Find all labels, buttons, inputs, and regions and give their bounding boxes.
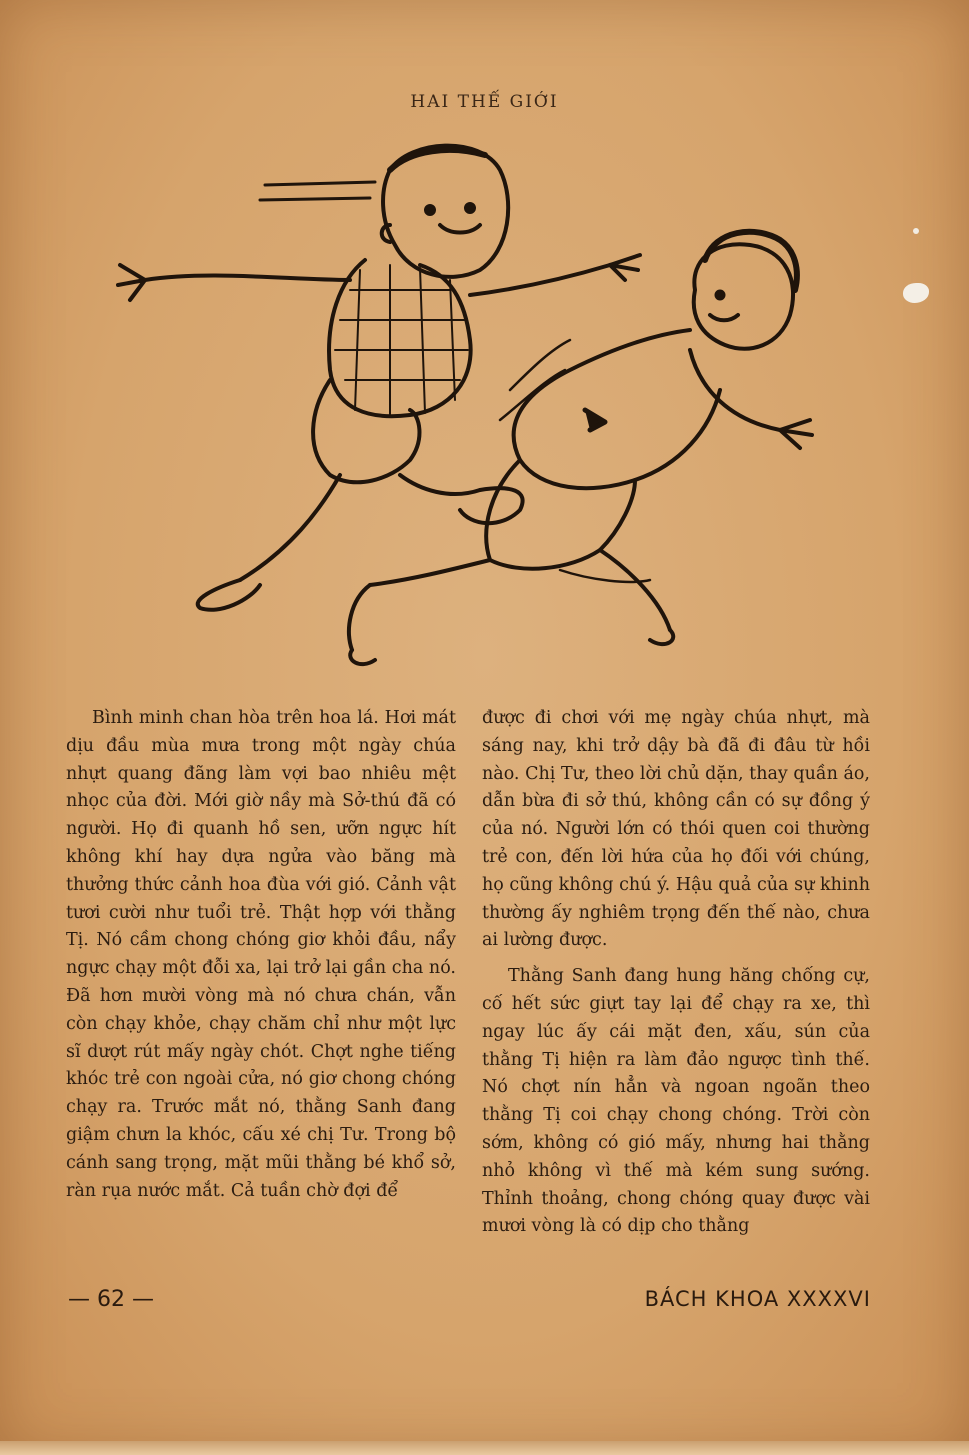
article-right-column — [482, 705, 870, 1241]
paragraph: được đi chơi với mẹ ngày chúa nhựt, mà sáng nay, khi trở dậy bà đã đi đâu từ hồi nào. Chị Tư, theo lời chủ dặn, thay quần áo, dẫn bừa đi sở thú, không cần có sự đồng ý của nó. Người lớn có thói quen coi thường trẻ con, đến lời hứa của họ đối với chúng, họ cũng không chú ý. Hậu quả của sự khinh thường ấy nghiêm trọng đến thế nào, chưa ai lường được. — [482, 708, 870, 951]
chapter-title: HAI THẾ GIỚI — [410, 92, 559, 112]
paragraph: Bình minh chan hòa trên hoa lá. Hơi mát dịu đầu mùa mưa trong một ngày chúa nhựt quang đãng làm vợi bao nhiêu mệt nhọc của đời. Mới giờ nầy mà Sở-thú đã có người. Họ đi quanh hồ sen, ưỡn ngực hít không khí hay dựa ngửa vào băng mà thưởng thức cảnh hoa đùa với gió. Cảnh vật tươi cười như tuổi trẻ. Thật hợp với thằng Tị. Nó cầm chong chóng giơ khỏi đầu, nẩy ngực chạy một đỗi xa, lại trở lại gần cha nó. Đã hơn mười vòng mà nó chưa chán, vẫn còn chạy khỏe, chạy chăm chỉ như một lực sĩ dượt rút mấy ngày chót. Chợt nghe tiếng khóc trẻ con ngoài cửa, nó giơ chong chóng chạy ra. Trước mắt nó, thằng Sanh đang giậm chưn la khóc, cấu xé chị Tư. Trong bộ cánh sang trọng, mặt mũi thằng bé khổ sở, ràn rụa nước mắt. Cả tuần chờ đợi để — [66, 708, 456, 1201]
paragraph: Thằng Sanh đang hung hăng chống cự, cố hết sức giựt tay lại để chạy ra xe, thì ngay lúc ấy cái mặt đen, xấu, sún của thằng Tị hiện ra làm đảo ngược tình thế. Nó chợt nín hẳn và ngoan ngoãn theo thằng Tị coi chạy chong chóng. Trời còn sớm, không có gió mấy, nhưng hai thằng nhỏ không vì thế mà kém sung sướng. Thỉnh thoảng, chong chóng quay được vài mươi vòng là có dịp cho thằng — [482, 966, 870, 1237]
journal-name: BÁCH KHOA XXXXVI — [644, 1287, 871, 1311]
page-number: — 62 — — [68, 1287, 154, 1312]
paper-speck — [913, 228, 919, 234]
page-bottom-edge — [0, 1441, 969, 1455]
two-boys-running-drawing-icon — [90, 130, 870, 690]
article-left-column — [66, 705, 456, 1205]
